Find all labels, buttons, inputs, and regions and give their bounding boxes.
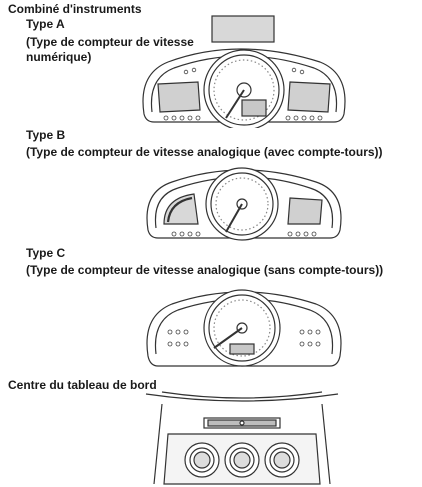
instrument-cluster-type-a-icon bbox=[138, 14, 350, 128]
type-a-caption-line-2: numérique) bbox=[26, 50, 92, 64]
type-c-label: Type C bbox=[26, 246, 66, 260]
type-a-label: Type A bbox=[26, 17, 65, 31]
type-a-caption-line-1: (Type de compteur de vitesse bbox=[26, 35, 194, 49]
type-b-caption: (Type de compteur de vitesse analogique (avec compte-tours)) bbox=[26, 145, 383, 159]
instrument-cluster-type-b-icon bbox=[142, 158, 346, 242]
type-b-label: Type B bbox=[26, 128, 66, 142]
instrument-cluster-type-c-icon bbox=[142, 276, 346, 370]
center-dashboard-title: Centre du tableau de bord bbox=[8, 378, 157, 392]
center-dashboard-illustration-icon bbox=[144, 390, 340, 486]
type-c-caption: (Type de compteur de vitesse analogique (sans compte-tours)) bbox=[26, 263, 384, 277]
section-title: Combiné d'instruments bbox=[8, 2, 142, 16]
